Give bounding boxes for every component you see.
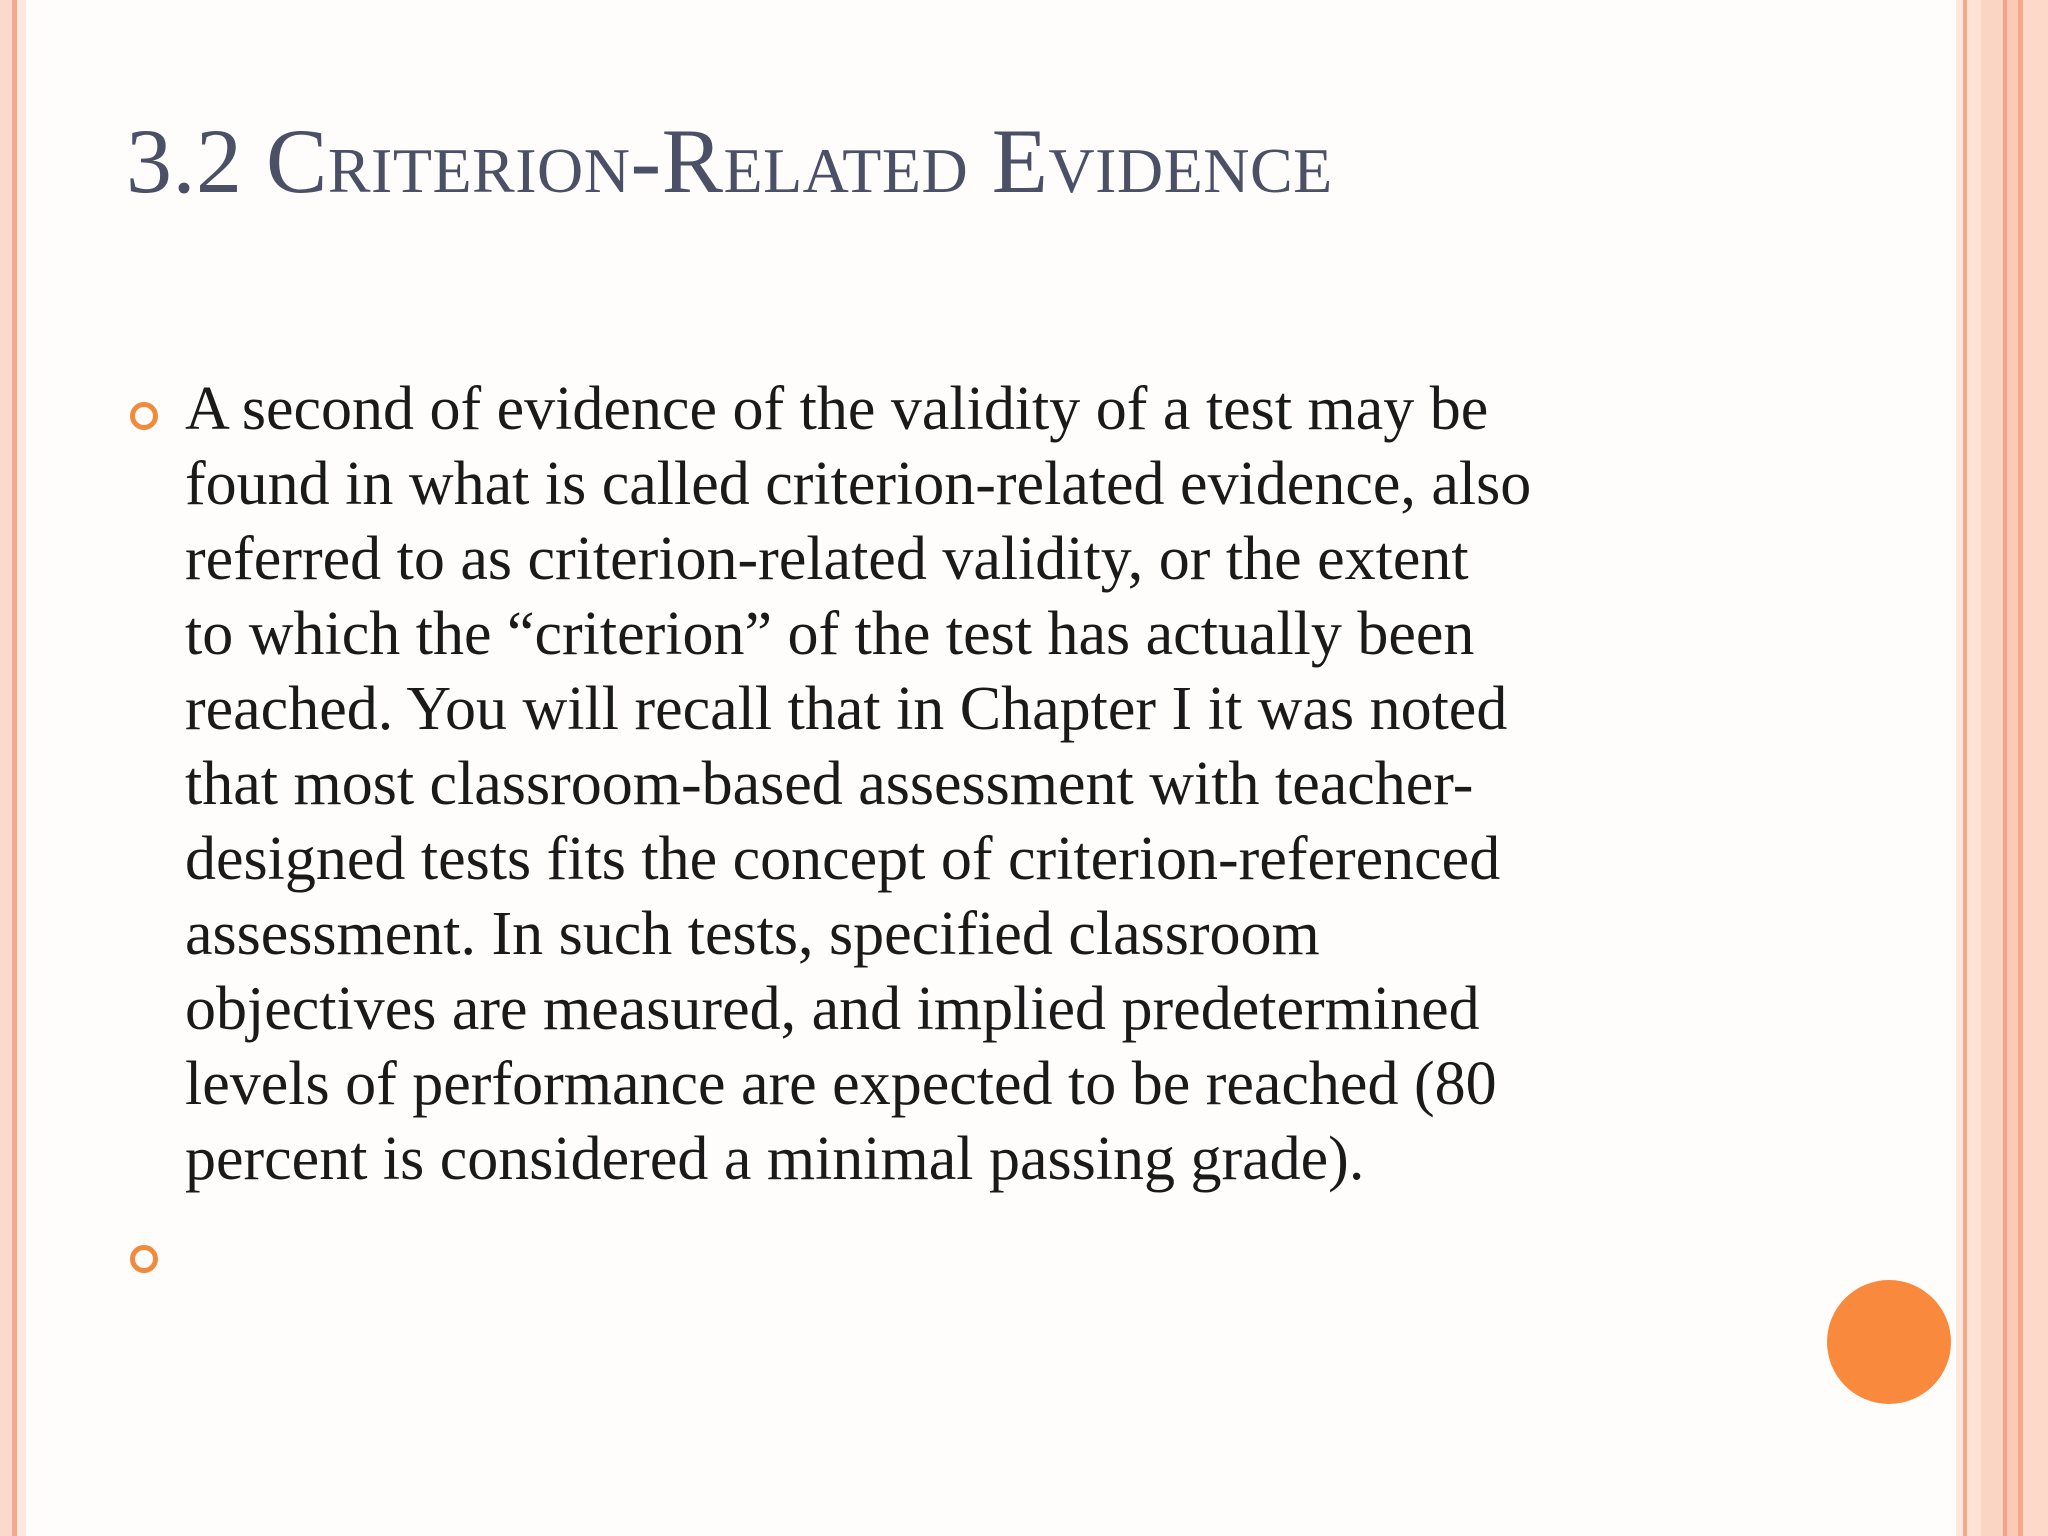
paragraph-line: designed tests fits the concept of criterion-referenced xyxy=(185,825,1501,893)
left-border-stripe xyxy=(17,0,26,1536)
paragraph-line: A second of evidence of the validity of a test may be xyxy=(185,375,1489,443)
orange-circle-decoration-icon xyxy=(1827,1280,1951,1404)
paragraph-line: levels of performance are expected to be reached (80 xyxy=(185,1050,1497,1118)
paragraph-line: referred to as criterion-related validity, or the extent xyxy=(185,525,1469,593)
left-border-stripe xyxy=(0,0,12,1536)
paragraph-line: objectives are measured, and implied predetermined xyxy=(185,975,1480,1043)
right-border-stripe xyxy=(1981,0,2003,1536)
paragraph-line: percent is considered a minimal passing grade). xyxy=(185,1125,1365,1193)
hollow-circle-bullet-icon xyxy=(130,402,158,430)
right-border-stripe xyxy=(2023,0,2048,1536)
right-border-stripe xyxy=(1967,0,1981,1536)
paragraph-line: to which the “criterion” of the test has actually been xyxy=(185,600,1475,668)
paragraph-line: that most classroom-based assessment with teacher- xyxy=(185,750,1474,818)
right-border-stripe xyxy=(2007,0,2018,1536)
paragraph-line: assessment. In such tests, specified classroom xyxy=(185,900,1320,968)
slide-title: 3.2 Criterion-Related Evidence xyxy=(126,110,1333,212)
bullet-paragraph xyxy=(185,372,1765,1197)
paragraph-line: found in what is called criterion-related evidence, also xyxy=(185,450,1532,518)
paragraph-line: reached. You will recall that in Chapter I it was noted xyxy=(185,675,1508,743)
right-border-stripe xyxy=(1956,0,1963,1536)
hollow-circle-bullet-icon xyxy=(130,1245,158,1273)
